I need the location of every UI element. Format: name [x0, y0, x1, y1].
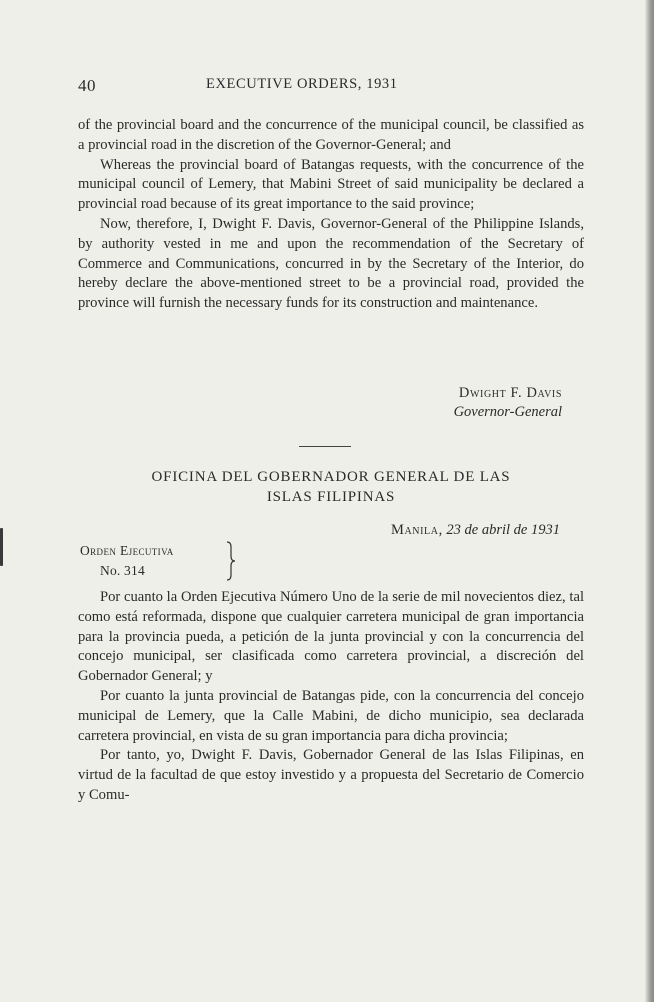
place-date-line	[310, 522, 560, 539]
order-number: No. 314	[100, 563, 145, 578]
place: Manila,	[390, 522, 443, 538]
page-number: 40	[78, 76, 96, 95]
brace-icon	[226, 541, 236, 581]
english-paragraph: Whereas the provincial board of Batangas requests, with the concurrence of the municipal council of Lemery, that Mabini Street of said municipality be declared a provincial road because of its great importance to the said province;	[78, 156, 584, 213]
english-order-body	[78, 116, 584, 314]
page-edge-shadow	[645, 0, 654, 1002]
spanish-paragraph: Por tanto, yo, Dwight F. Davis, Gobernador General de las Islas Filipinas, en virtud de la facultad de que estoy investido y a propuesta del Secretario de Comercio y Comu-	[78, 747, 584, 803]
order-label	[80, 541, 174, 581]
office-title-line-2: ISLAS FILIPINAS	[266, 489, 396, 505]
page-header	[78, 76, 578, 98]
date: 23 de abril de 1931	[446, 522, 560, 538]
signature-title: Governor-General	[453, 404, 562, 420]
english-paragraph: of the provincial board and the concurrence of the municipal council, be classified as a provincial road in the discretion of the Governor-General; and	[78, 117, 584, 153]
spanish-paragraph: Por cuanto la junta provincial de Batangas pide, con la concurrencia del concejo municipal de Lemery, que la Calle Mabini, de dicho municipio, sea declarada carretera provincial, en vista de su gran importancia para dicha provincia;	[78, 687, 584, 744]
spanish-order-body	[78, 588, 584, 806]
binding-mark	[0, 528, 3, 566]
order-label-text: Orden Ejecutiva	[80, 543, 174, 558]
office-title-line-1: OFICINA DEL GOBERNADOR GENERAL DE LAS	[151, 469, 511, 485]
section-divider	[299, 446, 351, 447]
english-paragraph: Now, therefore, I, Dwight F. Davis, Governor-General of the Philippine Islands, by authority vested in me and upon the recommendation of the Secretary of Commerce and Communications, concurred in by the Secretary of the Interior, do hereby declare the above-mentioned street to be a provincial road, provided the province will furnish the necessary funds for its construction and maintenance.	[78, 215, 584, 312]
spanish-paragraph: Por cuanto la Orden Ejecutiva Número Uno de la serie de mil novecientos diez, tal como está reformada, dispone que cualquier carretera municipal de gran importancia para la provincia pueda, a petición de la junta provincial y con la concurrencia del concejo municipal, ser clasificada como carretera provincial, a discreción del Gobernador General; y	[78, 589, 584, 685]
running-head: EXECUTIVE ORDERS, 1931	[206, 76, 398, 92]
office-title	[78, 467, 584, 507]
signature-name: Dwight F. Davis	[458, 385, 562, 401]
